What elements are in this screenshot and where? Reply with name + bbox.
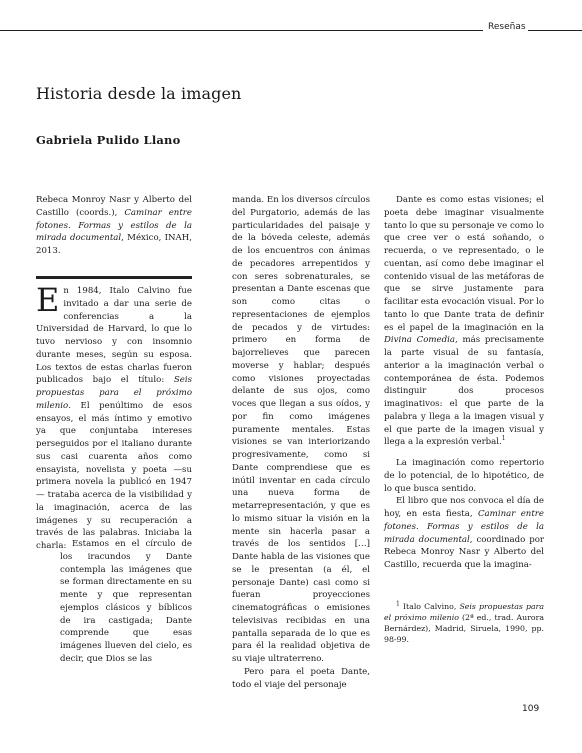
article-author: Gabriela Pulido Llano xyxy=(36,133,181,147)
col3-paragraph-part-b: , más precisamente la parte visual de su fantasía, anterior a la imaginación verbal o contemporánea de ésta. Podemos distinguir dos procesos imaginativos: el que parte de la palabra y llega a la imagen visual y el que parte de la imagen visual y llega a la expresión verbal. xyxy=(384,335,544,448)
header-rule-right xyxy=(528,30,582,31)
col1-cited-title: Seis propuestas para el próximo milenio xyxy=(36,375,192,411)
section-label: Reseñas xyxy=(488,22,526,32)
block-quote xyxy=(60,538,192,666)
book-reference xyxy=(36,194,192,258)
quote-text: Estamos en el círculo de los iracundos y Dante contempla las imágenes que se forman directamente en su mente y que representan ejemplos clásicos y bíblicos de ira castigada; Dante comprende que esas imágenes llueven del cielo, es decir, que Dios se las xyxy=(60,539,192,664)
section-bar xyxy=(36,276,192,279)
col3-paragraph-part-a: Dante es como estas visiones; el poeta debe imaginar visualmente tanto lo que su personaje ve como lo que cree ver o está soñando, o recuerda, o ve representado, o le cuentan, así como debe imaginar el contenido visual de las metáforas de que se sirve justamente para facilitar esta evocación visual. Por lo tanto lo que Dante trata de definir es el papel de la imaginación en la xyxy=(384,195,544,333)
header-rule-left xyxy=(0,30,483,31)
column-2-body xyxy=(232,194,370,691)
article-title: Historia desde la imagen xyxy=(36,84,242,103)
col1-paragraph-part-a: n 1984, Italo Calvino fue invitado a dar una serie de conferencias a la Universidad de Harvard, lo que lo tuvo nervioso y con insomnio durante meses, según su esposa. Los textos de estas charlas fueron publicados bajo el título: xyxy=(36,286,192,386)
footnote-part-a: Italo Calvino, xyxy=(399,602,460,611)
footnote-mark: 1 xyxy=(501,435,506,443)
col3-paragraph-2: La imaginación como repertorio de lo potencial, de lo hipotético, de lo que busca sentido. xyxy=(384,458,544,494)
reference-publisher: , México, INAH, 2013. xyxy=(36,233,192,256)
reference-authors: Rebeca Monroy Nasr y Alberto del Castillo (coords.), xyxy=(36,195,192,218)
col1-paragraph-part-b: . El penúltimo de esos ensayos, el más íntimo y emotivo ya que conjuntaba intereses perseguidos por el italiano durante sus casi cuarenta años como ensayista, novelista y poeta —su primera novela la publicó en 1947— trataba acerca de la visibilidad y la imaginación, acerca de las imágenes y su recuperación a través de las palabras. Iniciaba la charla: xyxy=(36,400,192,551)
page-number: 109 xyxy=(522,704,540,714)
col3-book-title: Caminar entre fotones. Formas y estilos de la mirada documental xyxy=(384,509,544,545)
col3-paragraph-3-part-a: El libro que nos convoca el día de hoy, en esta fiesta, xyxy=(384,496,544,519)
footnote xyxy=(384,601,544,645)
col2-paragraph-2: Pero para el poeta Dante, todo el viaje del personaje xyxy=(232,666,370,690)
reference-book-title: Caminar entre fotones. Formas y estilos de la mirada documental xyxy=(36,207,192,244)
column-3-body xyxy=(384,194,544,572)
col2-paragraph-1: manda. En los diversos círculos del Purgatorio, además de las particularidades del paisaje y de la bóveda celeste, además de los encuentros con ánimas de pecadores arrepentidos y con seres sobrenaturales, se presentan a Dante escenas que son como citas o representaciones de ejemplos de pecados y de virtudes: primero en forma de bajorrelieves que parecen moverse y hablar; después como visiones proyectadas delante de sus ojos, como voces que llegan a sus oídos, y por fin como imágenes puramente mentales. Estas visiones se van interiorizando progresivamente, como si Dante comprendiese que es inútil inventar en cada círculo una nueva forma de metarrepresentación, y que es lo mismo situar la visión en la mente sin hacerla pasar a través de los sentidos […] Dante habla de las visiones que se le presentan (a él, el personaje Dante) casi como si fueran proyecciones cinematográficas o emisiones televisivas recibidas en una pantalla separada de lo que es para él la realidad objetiva de su viaje ultraterreno. xyxy=(232,195,370,664)
col3-cited-title: Divina Comedia xyxy=(384,335,455,346)
footnote-cited-title: Seis propuestas para el próximo milenio xyxy=(384,602,545,622)
footnote-number: 1 xyxy=(396,600,400,608)
drop-cap: E xyxy=(36,281,60,319)
col3-paragraph-3-part-b: , coordinado por Rebeca Monroy Nasr y Alberto del Castillo, recuerda que la imagina- xyxy=(384,534,544,570)
column-1-body xyxy=(36,281,192,553)
footnote-part-b: (2ª ed., trad. Aurora Bernárdez), Madrid, Siruela, 1990, pp. 98-99. xyxy=(384,613,544,644)
